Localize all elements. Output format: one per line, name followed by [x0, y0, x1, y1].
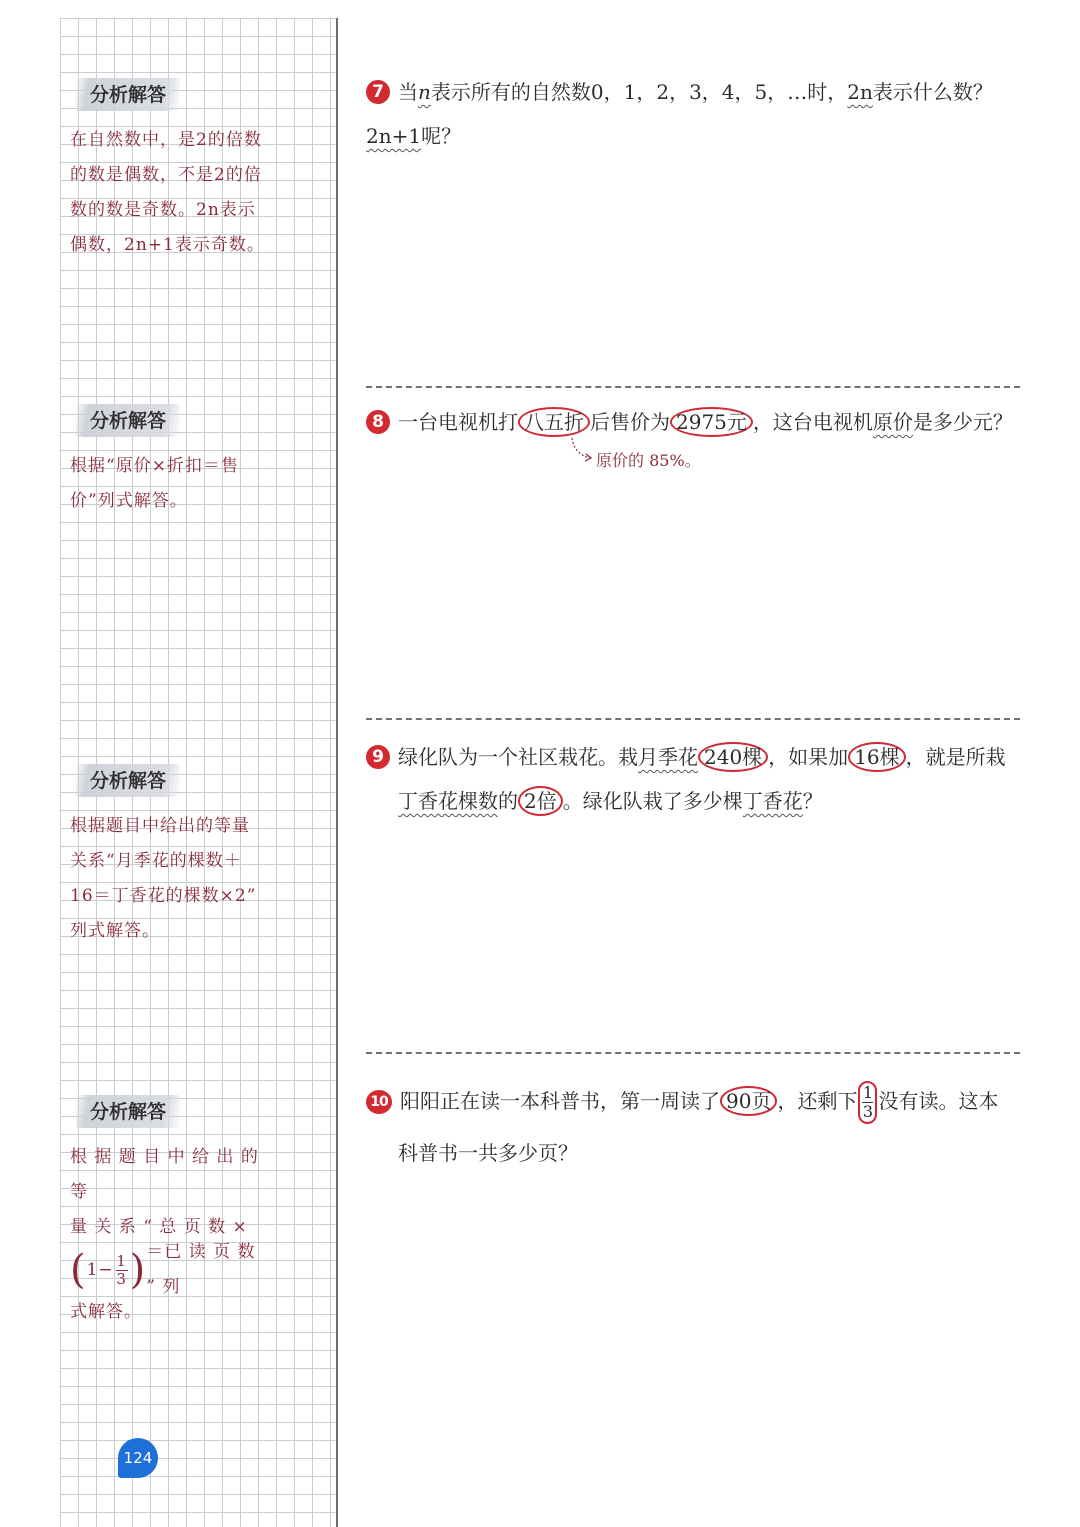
question-number-badge: 9 — [366, 745, 390, 769]
question-text: 是多少元？ — [912, 410, 1013, 434]
question-7 — [366, 70, 1026, 158]
fraction-denominator: 3 — [116, 1269, 127, 1288]
analysis-text: 在自然数中，是2的倍数 的数是偶数，不是2的倍 数的数是奇数。2n表示 偶数，2n+1表示奇数。 — [70, 130, 265, 255]
page-number-badge: 124 — [118, 1438, 158, 1478]
circled-fraction — [858, 1081, 877, 1124]
circled-added-count: 16棵 — [848, 742, 905, 772]
analysis-block-4 — [70, 1095, 266, 1330]
question-text-line-2: 科普书一共多少页？ — [398, 1141, 578, 1165]
question-text: ，这台电视机 — [752, 410, 873, 434]
question-text: ，就是所栽 — [905, 745, 1006, 769]
left-paren: ( — [70, 1247, 87, 1293]
question-number-badge: 10 — [366, 1090, 392, 1114]
analysis-text-line: 量 关 系 “ 总 页 数 × — [70, 1217, 248, 1237]
question-10 — [366, 1075, 1026, 1179]
question-text: ，如果加 — [768, 745, 849, 769]
fraction-prefix: 1− — [86, 1259, 114, 1280]
annotation-arrow-icon — [568, 436, 598, 466]
circled-multiple: 2倍 — [518, 786, 563, 816]
fraction — [116, 1253, 128, 1288]
analysis-text: 根据题目中给出的等量 关系“月季花的棵数＋ 16＝丁香花的棵数×2” 列式解答。 — [70, 816, 257, 941]
section-divider — [366, 718, 1020, 720]
keyword-original-price: 原价 — [872, 410, 913, 434]
section-divider — [366, 386, 1020, 388]
question-text: ，还剩下 — [777, 1089, 858, 1113]
question-9 — [366, 735, 1026, 823]
question-text: 呢？ — [421, 124, 462, 148]
question-text: ？ — [802, 789, 823, 813]
analysis-title: 分析解答 — [76, 764, 180, 797]
question-text: 。绿化队栽了多少棵 — [562, 789, 743, 813]
fraction-suffix: ＝已 读 页 数 ” 列 — [146, 1242, 256, 1297]
circled-price: 2975元 — [670, 407, 753, 437]
question-text-line-2 — [398, 779, 1026, 823]
question-text: 表示所有的自然数0，1，2，3，4，5，…时， — [430, 80, 848, 104]
question-number-badge: 8 — [366, 410, 390, 434]
circled-rose-count: 240棵 — [698, 742, 768, 772]
analysis-text-line: 式解答。 — [70, 1302, 142, 1322]
analysis-title: 分析解答 — [76, 78, 180, 111]
question-8 — [366, 400, 1026, 444]
fraction-denominator: 3 — [862, 1102, 874, 1121]
analysis-title: 分析解答 — [76, 1095, 180, 1128]
keyword-rose: 月季花 — [638, 745, 698, 769]
section-divider — [366, 1052, 1020, 1054]
analysis-text: 根据“原价×折扣＝售 价”列式解答。 — [70, 456, 239, 511]
keyword-2n: 2n — [847, 80, 873, 104]
analysis-block-1 — [70, 78, 266, 263]
analysis-block-3 — [70, 764, 266, 949]
question-text: 的 — [498, 789, 518, 813]
analysis-block-2 — [70, 404, 266, 519]
keyword-2n-plus-1: 2n+1 — [366, 124, 422, 148]
annotation-note: 原价的 85%。 — [596, 451, 701, 470]
question-text: 绿化队为一个社区栽花。栽 — [398, 745, 638, 769]
analysis-text — [70, 1140, 266, 1330]
analysis-title: 分析解答 — [76, 404, 180, 437]
keyword-lilac-count: 丁香花棵数 — [398, 789, 498, 813]
question-text: 没有读。这本 — [878, 1089, 999, 1113]
fraction-numerator: 1 — [116, 1251, 127, 1270]
circled-discount: 八五折 — [518, 407, 590, 437]
question-text: 一台电视机打 — [398, 410, 518, 434]
question-text: 后售价为 — [590, 410, 670, 434]
fraction-expression — [70, 1242, 266, 1297]
question-text: 当 — [398, 80, 418, 104]
keyword-lilac: 丁香花 — [742, 789, 803, 813]
right-paren: ) — [129, 1247, 147, 1293]
variable-n: n — [418, 80, 431, 104]
circled-pages-read: 90页 — [720, 1086, 777, 1116]
question-text: 阳阳正在读一本科普书，第一周读了 — [400, 1089, 720, 1113]
analysis-text-line: 根 据 题 目 中 给 出 的 等 — [70, 1147, 259, 1202]
question-number-badge: 7 — [366, 80, 390, 104]
question-text: 表示什么数？ — [872, 80, 993, 104]
fraction-numerator: 1 — [862, 1083, 874, 1102]
